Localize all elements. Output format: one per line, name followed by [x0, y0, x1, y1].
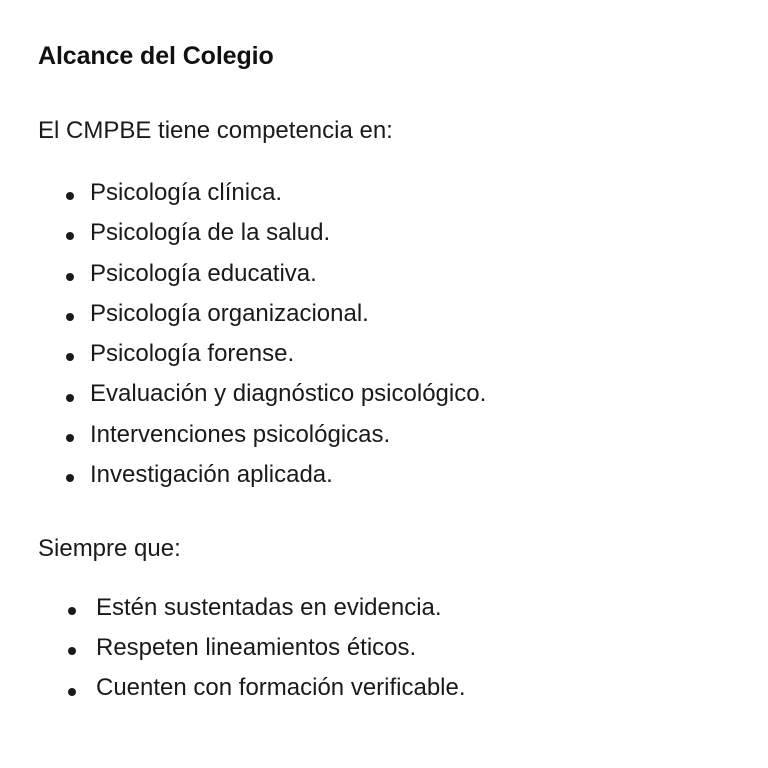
- list-item: [38, 254, 728, 294]
- conditions-list: [38, 588, 728, 709]
- list-item: [38, 415, 728, 455]
- list-item: [38, 628, 728, 668]
- list-item: [38, 668, 728, 708]
- bullet-icon: [68, 607, 76, 615]
- list-item-label: Respeten lineamientos éticos.: [96, 634, 417, 662]
- list-item-label: Cuenten con formación verificable.: [96, 674, 466, 702]
- bullet-icon: [66, 353, 74, 361]
- bullet-icon: [66, 434, 74, 442]
- list-item: [38, 173, 728, 213]
- list-item-label: Psicología clínica.: [90, 178, 283, 206]
- intro-paragraph: El CMPBE tiene competencia en:: [38, 116, 393, 144]
- list-item: [38, 294, 728, 334]
- bullet-icon: [66, 273, 74, 281]
- list-item: [38, 455, 728, 495]
- page-title: Alcance del Colegio: [38, 42, 274, 70]
- list-item-label: Psicología forense.: [90, 340, 295, 368]
- conditions-intro-paragraph: Siempre que:: [38, 535, 181, 563]
- bullet-icon: [66, 394, 74, 402]
- list-item: [38, 334, 728, 374]
- bullet-icon: [66, 313, 74, 321]
- list-item-label: Psicología educativa.: [90, 259, 317, 287]
- list-item: [38, 588, 728, 628]
- list-item-label: Estén sustentadas en evidencia.: [96, 593, 442, 621]
- list-item-label: Psicología organizacional.: [90, 299, 369, 327]
- list-item-label: Psicología de la salud.: [90, 219, 331, 247]
- list-item-label: Intervenciones psicológicas.: [90, 420, 391, 448]
- bullet-icon: [66, 192, 74, 200]
- list-item-label: Investigación aplicada.: [90, 461, 333, 489]
- bullet-icon: [68, 688, 76, 696]
- list-item: [38, 374, 728, 414]
- list-item: [38, 213, 728, 253]
- bullet-icon: [66, 232, 74, 240]
- list-item-label: Evaluación y diagnóstico psicológico.: [90, 380, 487, 408]
- competencies-list: [38, 173, 728, 496]
- bullet-icon: [68, 647, 76, 655]
- bullet-icon: [66, 474, 74, 482]
